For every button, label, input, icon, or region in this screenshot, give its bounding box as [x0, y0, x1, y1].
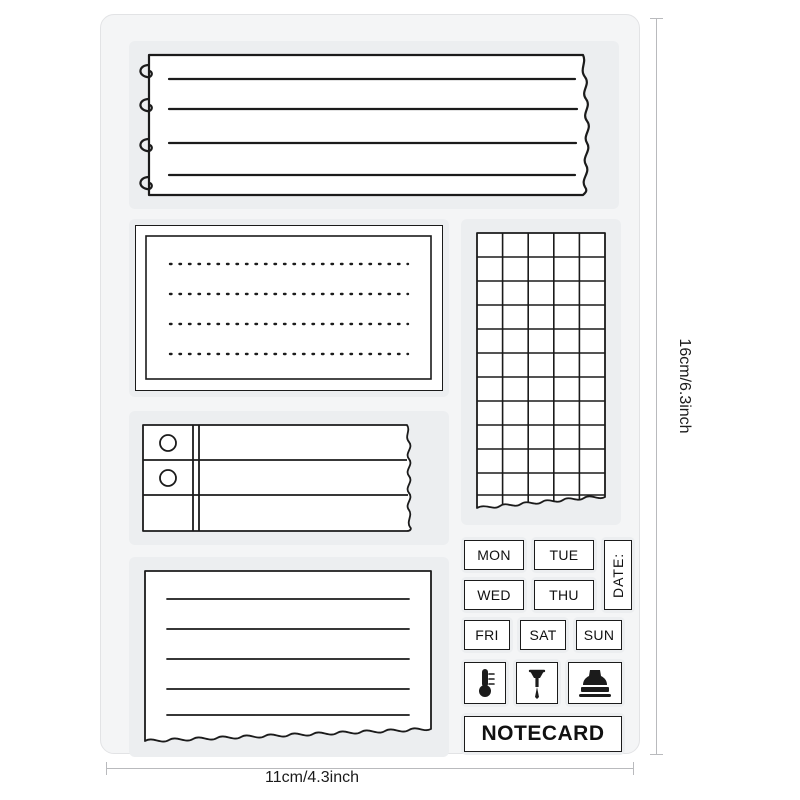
stamp-chip-mon — [461, 537, 527, 573]
stamp-chip-rubber-stamp — [565, 659, 625, 707]
lined-note-art — [135, 563, 443, 751]
chip-label-sat: SAT — [520, 620, 566, 650]
dimension-label-width: 11cm/4.3inch — [265, 769, 359, 786]
stamp-chip-fri — [461, 617, 513, 653]
ring-label-art — [135, 47, 613, 203]
chip-label-sun: SUN — [576, 620, 622, 650]
chip-label-notecard: NOTECARD — [464, 716, 622, 752]
stamp-chip-thermometer — [461, 659, 509, 707]
stamp-lined-note-torn-bottom — [129, 557, 449, 757]
chip-label-tue: TUE — [534, 540, 594, 570]
thermometer-icon — [472, 666, 498, 700]
stamp-chip-notecard — [461, 713, 625, 755]
stamp-grid-paper-torn-bottom — [461, 219, 621, 525]
two-hole-form-art — [135, 417, 443, 539]
stamp-chip-sat — [517, 617, 569, 653]
rubber-stamp-icon — [577, 667, 613, 699]
dimension-tick-right — [633, 762, 634, 775]
chip-label-date: DATE: — [604, 540, 632, 610]
clear-stamp-sheet — [100, 14, 640, 754]
stamp-ring-bound-lined-label — [129, 41, 619, 209]
stamp-chip-date — [601, 537, 635, 613]
dimension-line-horizontal — [106, 768, 634, 769]
dimension-tick-top — [650, 18, 663, 19]
stamp-chip-wed — [461, 577, 527, 613]
dimension-tick-left — [106, 762, 107, 775]
dimension-label-height: 16cm/6.3inch — [676, 338, 693, 434]
stamp-chip-pushpin — [513, 659, 561, 707]
chip-label-mon: MON — [464, 540, 524, 570]
grid-paper-art — [467, 225, 615, 519]
dimension-line-vertical — [656, 18, 657, 754]
dimension-tick-bottom — [650, 754, 663, 755]
pushpin-icon — [524, 666, 550, 700]
stamp-chip-sun — [573, 617, 625, 653]
chip-label-fri: FRI — [464, 620, 510, 650]
stamp-chip-thu — [531, 577, 597, 613]
stamp-dotted-lines-panel — [129, 219, 449, 397]
chip-label-thu: THU — [534, 580, 594, 610]
chip-label-wed: WED — [464, 580, 524, 610]
stamp-two-hole-form-strip — [129, 411, 449, 545]
stamp-chip-tue — [531, 537, 597, 573]
dotted-panel-art — [136, 226, 441, 389]
